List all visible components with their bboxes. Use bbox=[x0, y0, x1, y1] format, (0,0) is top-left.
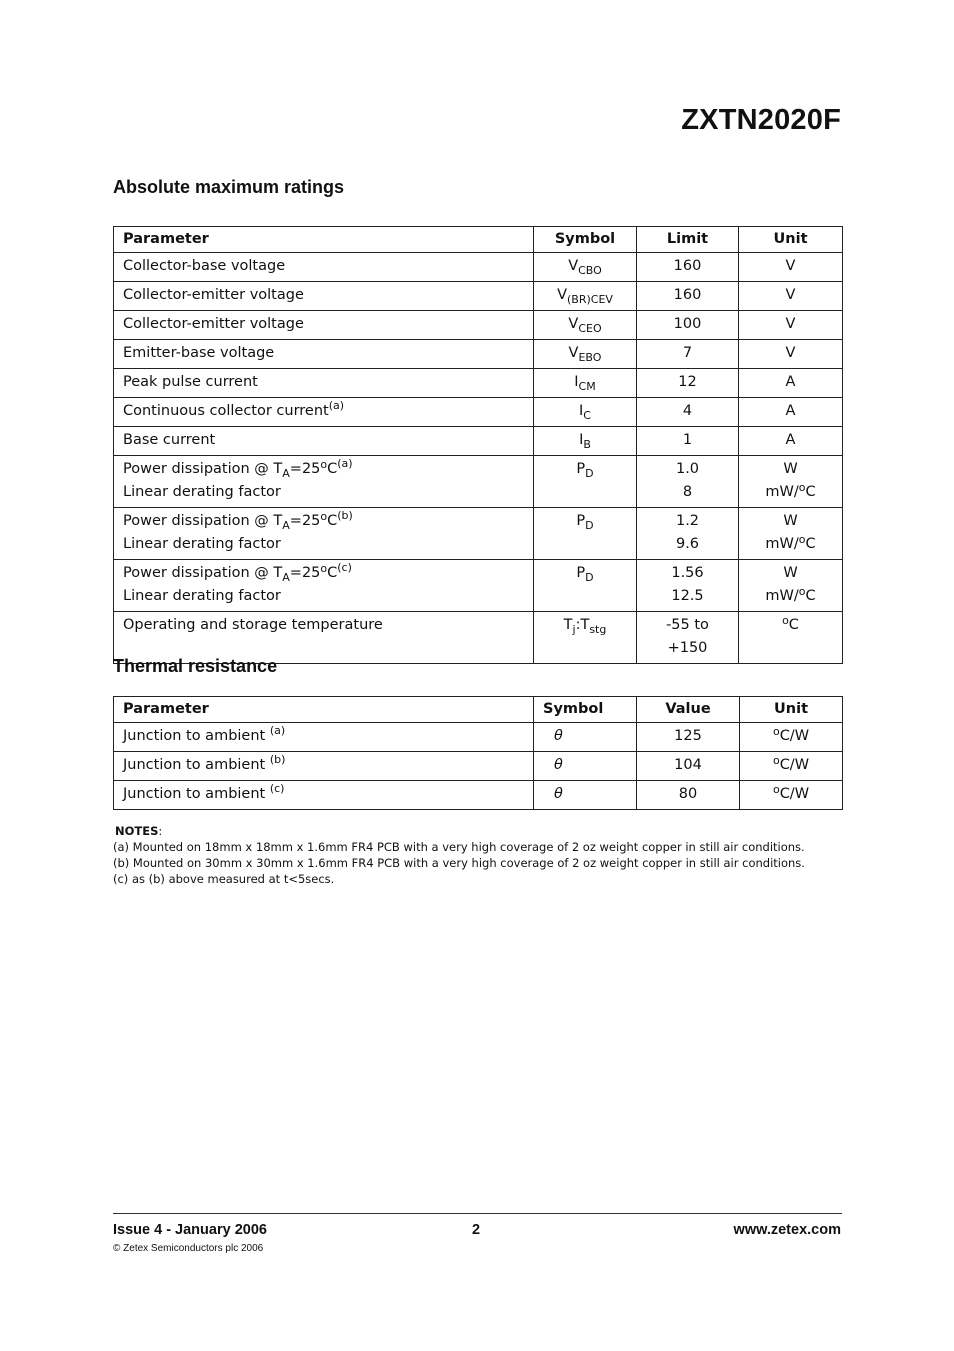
param-subscript: A bbox=[282, 571, 290, 584]
symbol-text: I bbox=[574, 374, 579, 390]
param-note-ref: (c) bbox=[337, 561, 352, 574]
degree-mark: o bbox=[772, 754, 780, 767]
param-line-1 bbox=[123, 510, 524, 533]
symbol-text: P bbox=[576, 565, 586, 581]
param-subscript: A bbox=[282, 519, 290, 532]
unit-cell bbox=[739, 560, 843, 612]
limit-1: 1.56 bbox=[671, 565, 704, 581]
symbol-cell bbox=[534, 340, 637, 369]
param-text: Junction to ambient bbox=[123, 757, 270, 773]
degree-mark: o bbox=[320, 458, 328, 471]
table-row bbox=[114, 508, 843, 560]
symbol-subscript: EBO bbox=[578, 351, 602, 364]
symbol-text: V bbox=[568, 345, 579, 361]
unit-2 bbox=[748, 481, 833, 504]
unit-1: W bbox=[783, 565, 798, 581]
symbol-cell bbox=[534, 508, 637, 560]
header-limit: Limit bbox=[637, 227, 739, 253]
unit-cell: A bbox=[739, 398, 843, 427]
footer-website-link[interactable]: www.zetex.com bbox=[733, 1222, 841, 1238]
header-parameter: Parameter bbox=[114, 697, 534, 723]
unit-text: C/W bbox=[779, 728, 810, 744]
param-cell bbox=[114, 781, 534, 810]
unit-text: C/W bbox=[779, 757, 810, 773]
limit-cell: 7 bbox=[637, 340, 739, 369]
symbol-subscript: j bbox=[572, 623, 576, 636]
note-a: (a) Mounted on 18mm x 18mm x 1.6mm FR4 PCB with a very high coverage of 2 oz weight copper in still air conditions. bbox=[113, 840, 805, 854]
table-row bbox=[114, 311, 843, 340]
footer-page-number: 2 bbox=[472, 1222, 481, 1238]
param-line-2: Linear derating factor bbox=[123, 536, 281, 552]
limit-cell: 100 bbox=[637, 311, 739, 340]
unit-text: mW/ bbox=[765, 588, 799, 604]
part-number: ZXTN2020F bbox=[681, 104, 841, 136]
table-row bbox=[114, 253, 843, 282]
symbol-subscript: D bbox=[585, 467, 594, 480]
symbol-text: T bbox=[563, 617, 573, 633]
header-parameter: Parameter bbox=[114, 227, 534, 253]
param-text: Power dissipation @ T bbox=[123, 565, 283, 581]
param-text: Continuous collector current bbox=[123, 403, 329, 419]
unit-text: mW/ bbox=[765, 536, 799, 552]
header-symbol: Symbol bbox=[534, 697, 637, 723]
limit-cell bbox=[637, 456, 739, 508]
param-cell bbox=[114, 427, 534, 456]
footer-copyright: © Zetex Semiconductors plc 2006 bbox=[113, 1243, 264, 1254]
notes bbox=[113, 823, 873, 887]
symbol-subscript: CBO bbox=[578, 264, 602, 277]
thermal-table bbox=[113, 696, 843, 810]
limit-cell: 160 bbox=[637, 282, 739, 311]
param-line-2: Linear derating factor bbox=[123, 588, 281, 604]
table-row bbox=[114, 340, 843, 369]
table-row bbox=[114, 723, 843, 752]
symbol-cell bbox=[534, 427, 637, 456]
footer-issue: Issue 4 - January 2006 bbox=[113, 1222, 267, 1238]
limit-cell: 1 bbox=[637, 427, 739, 456]
param-note-ref: (b) bbox=[269, 753, 286, 766]
unit-text: C/W bbox=[779, 786, 810, 802]
degree-mark: o bbox=[798, 585, 806, 598]
unit-cell: V bbox=[739, 282, 843, 311]
symbol-text: V bbox=[568, 316, 579, 332]
unit-cell: A bbox=[739, 427, 843, 456]
param-line-1 bbox=[123, 458, 524, 481]
note-c: (c) as (b) above measured at t<5secs. bbox=[113, 872, 335, 886]
symbol-cell: θ bbox=[534, 723, 637, 752]
symbol-text: I bbox=[579, 432, 584, 448]
table-row bbox=[114, 398, 843, 427]
unit-text: C bbox=[788, 617, 799, 633]
symbol-text: P bbox=[576, 513, 586, 529]
symbol-subscript: CM bbox=[578, 380, 596, 393]
param-text: Emitter-base voltage bbox=[123, 345, 275, 361]
unit-cell bbox=[739, 508, 843, 560]
param-text: Collector-emitter voltage bbox=[123, 287, 304, 303]
param-note-ref: (a) bbox=[337, 457, 353, 470]
limit-cell: 12 bbox=[637, 369, 739, 398]
param-line-1 bbox=[123, 562, 524, 585]
degree-mark: o bbox=[320, 510, 328, 523]
header-value: Value bbox=[637, 697, 740, 723]
value-cell: 80 bbox=[637, 781, 740, 810]
degree-mark: o bbox=[798, 533, 806, 546]
limit-2: 12.5 bbox=[671, 588, 704, 604]
symbol-cell bbox=[534, 612, 637, 664]
limit-cell bbox=[637, 560, 739, 612]
symbol-subscript: B bbox=[583, 438, 591, 451]
symbol-cell bbox=[534, 369, 637, 398]
unit-2 bbox=[748, 533, 833, 556]
note-b: (b) Mounted on 30mm x 30mm x 1.6mm FR4 PCB with a very high coverage of 2 oz weight copper in still air conditions. bbox=[113, 856, 805, 870]
param-text: =25 bbox=[289, 565, 321, 581]
unit-cell bbox=[740, 723, 843, 752]
param-text: Peak pulse current bbox=[123, 374, 258, 390]
param-cell bbox=[114, 253, 534, 282]
symbol-cell bbox=[534, 253, 637, 282]
param-text: =25 bbox=[289, 461, 321, 477]
param-cell bbox=[114, 508, 534, 560]
param-cell bbox=[114, 456, 534, 508]
unit-cell: V bbox=[739, 253, 843, 282]
unit-text: C bbox=[805, 484, 816, 500]
degree-mark: o bbox=[798, 481, 806, 494]
symbol-text: V bbox=[568, 258, 579, 274]
absolute-max-table bbox=[113, 226, 843, 664]
param-cell bbox=[114, 560, 534, 612]
symbol-cell bbox=[534, 282, 637, 311]
table-row bbox=[114, 282, 843, 311]
symbol-subscript: D bbox=[585, 519, 594, 532]
symbol-subscript: CEO bbox=[578, 322, 602, 335]
param-cell bbox=[114, 311, 534, 340]
table-header-row bbox=[114, 227, 843, 253]
value-cell: 125 bbox=[637, 723, 740, 752]
param-text: =25 bbox=[289, 513, 321, 529]
param-cell bbox=[114, 369, 534, 398]
table-row bbox=[114, 427, 843, 456]
symbol-cell bbox=[534, 398, 637, 427]
unit-text: mW/ bbox=[765, 484, 799, 500]
param-cell bbox=[114, 282, 534, 311]
unit-cell bbox=[740, 781, 843, 810]
limit-cell: 4 bbox=[637, 398, 739, 427]
footer-divider bbox=[113, 1213, 842, 1214]
param-note-ref: (b) bbox=[337, 509, 353, 522]
param-cell bbox=[114, 723, 534, 752]
param-cell bbox=[114, 340, 534, 369]
param-subscript: A bbox=[282, 467, 290, 480]
symbol-text: I bbox=[579, 403, 584, 419]
limit-cell: -55 to +150 bbox=[637, 612, 739, 664]
symbol-cell bbox=[534, 560, 637, 612]
param-text: Base current bbox=[123, 432, 216, 448]
limit-2: 9.6 bbox=[675, 536, 700, 552]
symbol-subscript: stg bbox=[589, 623, 607, 636]
param-note-ref: (c) bbox=[269, 782, 285, 795]
unit-text: C bbox=[805, 536, 816, 552]
symbol-cell: θ bbox=[534, 781, 637, 810]
table-row bbox=[114, 560, 843, 612]
limit-2: 8 bbox=[682, 484, 693, 500]
unit-2 bbox=[748, 585, 833, 608]
param-cell bbox=[114, 398, 534, 427]
param-cell: Operating and storage temperature bbox=[114, 612, 534, 664]
param-cell bbox=[114, 752, 534, 781]
symbol-cell: θ bbox=[534, 752, 637, 781]
param-text: Collector-emitter voltage bbox=[123, 316, 304, 332]
unit-cell: V bbox=[739, 340, 843, 369]
param-text: C bbox=[327, 461, 338, 477]
param-line-2: Linear derating factor bbox=[123, 484, 281, 500]
unit-1: W bbox=[783, 513, 798, 529]
header-symbol: Symbol bbox=[534, 227, 637, 253]
unit-cell: A bbox=[739, 369, 843, 398]
unit-cell: V bbox=[739, 311, 843, 340]
header-unit: Unit bbox=[739, 227, 843, 253]
unit-1: W bbox=[783, 461, 798, 477]
symbol-text: V bbox=[557, 287, 567, 303]
symbol-text: P bbox=[576, 461, 586, 477]
param-text: Collector-base voltage bbox=[123, 258, 286, 274]
limit-1: 1.0 bbox=[675, 461, 700, 477]
degree-mark: o bbox=[772, 783, 780, 796]
limit-1: 1.2 bbox=[675, 513, 700, 529]
absolute-max-title: Absolute maximum ratings bbox=[113, 177, 345, 197]
symbol-cell bbox=[534, 456, 637, 508]
param-text: C bbox=[327, 513, 338, 529]
table-header-row bbox=[114, 697, 843, 723]
table-row bbox=[114, 456, 843, 508]
symbol-text: :T bbox=[575, 617, 590, 633]
table-row bbox=[114, 752, 843, 781]
degree-mark: o bbox=[782, 614, 789, 627]
param-note-ref: (a) bbox=[328, 399, 345, 412]
limit-cell bbox=[637, 508, 739, 560]
unit-cell bbox=[739, 612, 843, 664]
notes-colon: : bbox=[158, 824, 163, 838]
notes-title: NOTES bbox=[115, 824, 159, 838]
notes-heading bbox=[113, 823, 873, 839]
table-row bbox=[114, 781, 843, 810]
param-text: Power dissipation @ T bbox=[123, 513, 283, 529]
param-note-ref: (a) bbox=[269, 724, 286, 737]
unit-text: C bbox=[805, 588, 816, 604]
param-text: Junction to ambient bbox=[123, 786, 270, 802]
degree-mark: o bbox=[320, 562, 328, 575]
limit-cell: 160 bbox=[637, 253, 739, 282]
symbol-subscript: C bbox=[583, 409, 591, 422]
thermal-title: Thermal resistance bbox=[113, 656, 278, 676]
unit-cell bbox=[740, 752, 843, 781]
symbol-subscript: (BR)CEV bbox=[566, 293, 613, 306]
value-cell: 104 bbox=[637, 752, 740, 781]
symbol-subscript: D bbox=[585, 571, 594, 584]
header-unit: Unit bbox=[740, 697, 843, 723]
unit-cell bbox=[739, 456, 843, 508]
param-text: C bbox=[327, 565, 338, 581]
symbol-cell bbox=[534, 311, 637, 340]
table-row bbox=[114, 369, 843, 398]
param-text: Junction to ambient bbox=[123, 728, 270, 744]
param-text: Power dissipation @ T bbox=[123, 461, 283, 477]
degree-mark: o bbox=[772, 725, 780, 738]
